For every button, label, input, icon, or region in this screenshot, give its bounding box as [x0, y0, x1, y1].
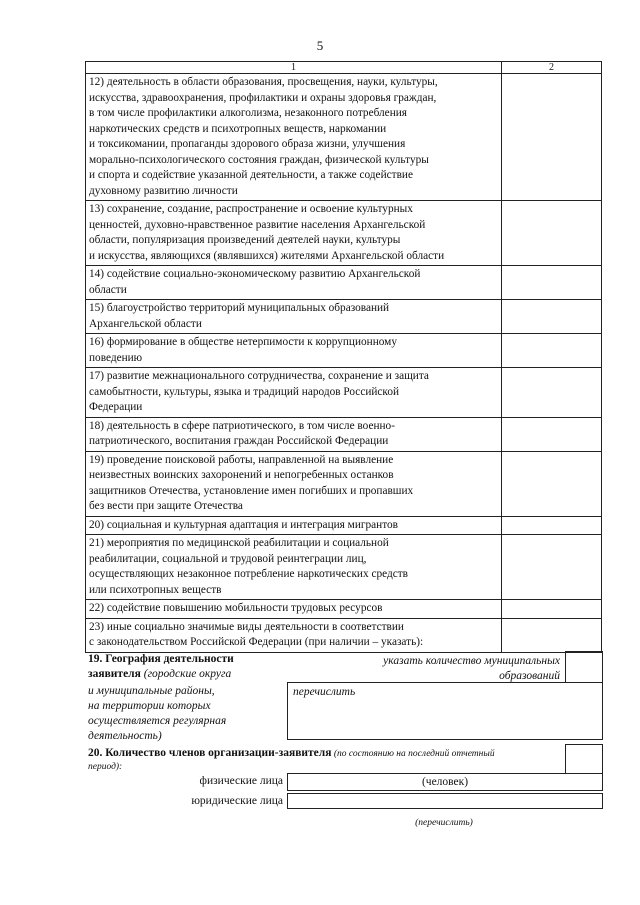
activity-description-cell [86, 451, 502, 516]
section20-note-line2: период): [88, 762, 123, 772]
section19-desc-line: осуществляется регулярная [88, 715, 227, 727]
activity-mark-cell[interactable] [502, 266, 602, 300]
municipality-count-label-line: указать количество муниципальных [383, 655, 560, 667]
activity-text-line: области [89, 283, 127, 296]
table-row [86, 201, 602, 266]
territories-list-box[interactable] [287, 682, 603, 740]
activity-text-line: и искусства, являющихся (являвшихся) жителями Архангельской области [89, 249, 445, 262]
activity-mark-cell[interactable] [502, 535, 602, 600]
table-row [86, 600, 602, 619]
section19-desc-line: деятельность) [88, 730, 162, 742]
activity-description-cell [86, 266, 502, 300]
activity-text-line: 13) сохранение, создание, распространение и освоение культурных [89, 203, 413, 215]
activity-mark-cell[interactable] [502, 334, 602, 368]
page-number: 5 [316, 38, 324, 53]
section19-title-word: заявителя [88, 668, 141, 680]
activity-description-cell [86, 201, 502, 266]
activity-text-line: в том числе профилактики алкоголизма, незаконного потребления [89, 107, 407, 119]
column-header-2: 2 [502, 62, 602, 74]
activity-mark-cell[interactable] [502, 201, 602, 266]
activity-mark-cell[interactable] [502, 417, 602, 451]
activity-text-line: ценностей, духовно-нравственное развитие населения Архангельской [89, 218, 426, 231]
territories-list-hint: перечислить [293, 686, 356, 698]
activity-description-cell [86, 516, 502, 535]
table-row [86, 334, 602, 368]
activity-text-line: искусства, здравоохранения, профилактики и охраны здоровья граждан, [89, 91, 437, 104]
activity-text-line: 22) содействие повышению мобильности трудовых ресурсов [89, 602, 383, 614]
activity-text-line: 23) иные социально значимые виды деятельности в соответствии [89, 620, 404, 633]
table-row [86, 618, 602, 652]
activity-text-line: 17) развитие межнационального сотрудничества, сохранение и защита [89, 370, 429, 382]
section19-description [88, 684, 226, 744]
activity-mark-cell[interactable] [502, 516, 602, 535]
table-row [86, 266, 602, 300]
activity-description-cell [86, 334, 502, 368]
activity-description-cell [86, 618, 502, 652]
legal-entities-label: юридические лица [191, 795, 283, 807]
activity-text-line: 20) социальная и культурная адаптация и интеграция мигрантов [89, 518, 398, 531]
column-header-1: 1 [86, 62, 502, 74]
activity-text-line: или психотропных веществ [89, 583, 222, 596]
activity-text-line: с законодательством Российской Федерации (при наличии – указать): [89, 636, 424, 648]
activity-mark-cell[interactable] [502, 618, 602, 652]
members-count-box[interactable] [565, 744, 603, 774]
legal-entities-footnote: (перечислить) [415, 818, 473, 828]
activity-text-line: морально-психологического состояния граждан, физической культуры [89, 153, 429, 166]
municipality-count-label-line: образований [499, 670, 560, 682]
activity-text-line: реабилитации, социальной и трудовой реинтеграции лиц, [89, 552, 367, 565]
section19-desc-line: и муниципальные районы, [88, 685, 215, 697]
activity-text-line: Архангельской области [89, 317, 202, 330]
activity-mark-cell[interactable] [502, 74, 602, 201]
activity-description-cell [86, 300, 502, 334]
physical-persons-field[interactable] [287, 773, 603, 791]
activity-mark-cell[interactable] [502, 300, 602, 334]
activity-text-line: 15) благоустройство территорий муниципальных образований [89, 302, 390, 314]
activity-mark-cell[interactable] [502, 451, 602, 516]
municipality-count-box[interactable] [565, 651, 603, 683]
activity-text-line: области, популяризация произведений деятелей науки, культуры [89, 234, 401, 246]
table-row [86, 516, 602, 535]
activity-text-line: 19) проведение поисковой работы, направленной на выявление [89, 453, 394, 466]
activity-description-cell [86, 535, 502, 600]
activity-text-line: 12) деятельность в области образования, просвещения, науки, культуры, [89, 76, 438, 88]
activity-text-line: и токсикомании, пропаганды здорового образа жизни, улучшения [89, 138, 406, 150]
activity-text-line: 16) формирование в обществе нетерпимости к коррупционному [89, 336, 397, 348]
municipality-count-label [330, 654, 560, 684]
activity-text-line: и спорта и содействие указанной деятельности, а также содействие [89, 169, 413, 181]
physical-persons-unit: (человек) [421, 776, 469, 788]
table-row [86, 74, 602, 201]
table-row [86, 368, 602, 418]
activity-text-line: 18) деятельность в сфере патриотического, в том числе военно- [89, 419, 395, 432]
activity-text-line: патриотического, воспитания граждан Российской Федерации [89, 435, 389, 447]
physical-persons-label: физические лица [199, 775, 283, 787]
activity-text-line: 21) мероприятия по медицинской реабилитации и социальной [89, 537, 389, 549]
section19-desc-line: на территории которых [88, 700, 211, 712]
activity-mark-cell[interactable] [502, 368, 602, 418]
activity-text-line: защитников Отечества, установление имен погибших и пропавших [89, 484, 414, 497]
table-row [86, 451, 602, 516]
activity-text-line: поведению [89, 351, 143, 364]
activity-description-cell [86, 600, 502, 619]
activity-text-line: Федерации [89, 401, 143, 413]
activity-text-line: наркотических средств и психотропных веществ, наркомании [89, 122, 387, 135]
table-row [86, 535, 602, 600]
legal-entities-field[interactable] [287, 793, 603, 809]
activities-table [85, 61, 602, 653]
table-row [86, 300, 602, 334]
activity-text-line: 14) содействие социально-экономическому развитию Архангельской [89, 268, 421, 280]
activity-description-cell [86, 368, 502, 418]
activity-text-line: духовному развитию личности [89, 184, 238, 197]
activity-text-line: самобытности, культуры, языка и традиций народов Российской [89, 385, 400, 398]
section20-note: (по состоянию на последний отчетный [331, 749, 495, 759]
table-header-row [86, 62, 602, 74]
table-row [86, 417, 602, 451]
activity-text-line: неизвестных воинских захоронений и непогребенных останков [89, 469, 394, 481]
activity-text-line: без вести при защите Отечества [89, 500, 243, 512]
section20-title: 20. Количество членов организации-заявителя [88, 747, 332, 759]
table-body [86, 74, 602, 653]
activity-description-cell [86, 74, 502, 201]
activity-description-cell [86, 417, 502, 451]
section19-title-suffix: (городские округа [140, 668, 232, 680]
activity-text-line: осуществляющих незаконное потребление наркотических средств [89, 568, 409, 580]
section20-title-line [88, 747, 558, 759]
activity-mark-cell[interactable] [502, 600, 602, 619]
section19-title-line2 [88, 668, 231, 680]
section19-title: 19. География деятельности [88, 653, 234, 665]
